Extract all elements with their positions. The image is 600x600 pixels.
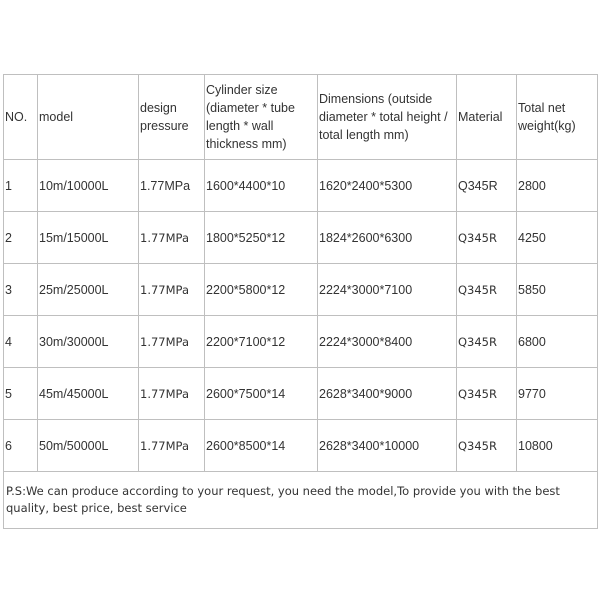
cell-no: 1 [4, 160, 38, 212]
cell-dimensions: 1824*2600*6300 [318, 212, 457, 264]
cell-dimensions: 2224*3000*7100 [318, 264, 457, 316]
header-model: model [38, 75, 139, 160]
header-no: NO. [4, 75, 38, 160]
cell-weight: 2800 [517, 160, 598, 212]
cell-model: 30m/30000L [38, 316, 139, 368]
cell-material: Q345R [457, 264, 517, 316]
cell-cylinder-size: 1600*4400*10 [205, 160, 318, 212]
cell-material: Q345R [457, 212, 517, 264]
header-row [4, 75, 598, 160]
cell-material: Q345R [457, 160, 517, 212]
spec-table [3, 74, 598, 529]
cell-weight: 9770 [517, 368, 598, 420]
table-row [4, 212, 598, 264]
cell-material: Q345R [457, 316, 517, 368]
cell-material: Q345R [457, 420, 517, 472]
cell-cylinder-size: 2600*7500*14 [205, 368, 318, 420]
header-dimensions: Dimensions (outside diameter * total height / total length mm) [318, 75, 457, 160]
cell-dimensions: 2224*3000*8400 [318, 316, 457, 368]
cell-cylinder-size: 2200*5800*12 [205, 264, 318, 316]
note-row [4, 472, 598, 529]
cell-pressure: 1.77MPa [139, 212, 205, 264]
header-cylinder-size: Cylinder size (diameter * tube length * wall thickness mm) [205, 75, 318, 160]
table-row [4, 160, 598, 212]
note-text: P.S:We can produce according to your request, you need the model,To provide you with the best quality, best price, best service [4, 472, 598, 529]
cell-pressure: 1.77MPa [139, 368, 205, 420]
cell-cylinder-size: 2200*7100*12 [205, 316, 318, 368]
cell-weight: 10800 [517, 420, 598, 472]
cell-model: 10m/10000L [38, 160, 139, 212]
table-row [4, 368, 598, 420]
cell-no: 3 [4, 264, 38, 316]
cell-material: Q345R [457, 368, 517, 420]
cell-dimensions: 1620*2400*5300 [318, 160, 457, 212]
cell-cylinder-size: 1800*5250*12 [205, 212, 318, 264]
cell-no: 5 [4, 368, 38, 420]
table-row [4, 264, 598, 316]
header-material: Material [457, 75, 517, 160]
cell-dimensions: 2628*3400*9000 [318, 368, 457, 420]
cell-model: 15m/15000L [38, 212, 139, 264]
cell-pressure: 1.77MPa [139, 420, 205, 472]
header-pressure: design pressure [139, 75, 205, 160]
cell-no: 2 [4, 212, 38, 264]
cell-pressure: 1.77MPa [139, 316, 205, 368]
cell-no: 6 [4, 420, 38, 472]
cell-dimensions: 2628*3400*10000 [318, 420, 457, 472]
cell-weight: 4250 [517, 212, 598, 264]
cell-pressure: 1.77MPa [139, 160, 205, 212]
cell-model: 50m/50000L [38, 420, 139, 472]
header-weight: Total net weight(kg) [517, 75, 598, 160]
cell-weight: 5850 [517, 264, 598, 316]
cell-pressure: 1.77MPa [139, 264, 205, 316]
cell-model: 45m/45000L [38, 368, 139, 420]
table-row [4, 316, 598, 368]
cell-weight: 6800 [517, 316, 598, 368]
cell-model: 25m/25000L [38, 264, 139, 316]
table-row [4, 420, 598, 472]
cell-cylinder-size: 2600*8500*14 [205, 420, 318, 472]
cell-no: 4 [4, 316, 38, 368]
